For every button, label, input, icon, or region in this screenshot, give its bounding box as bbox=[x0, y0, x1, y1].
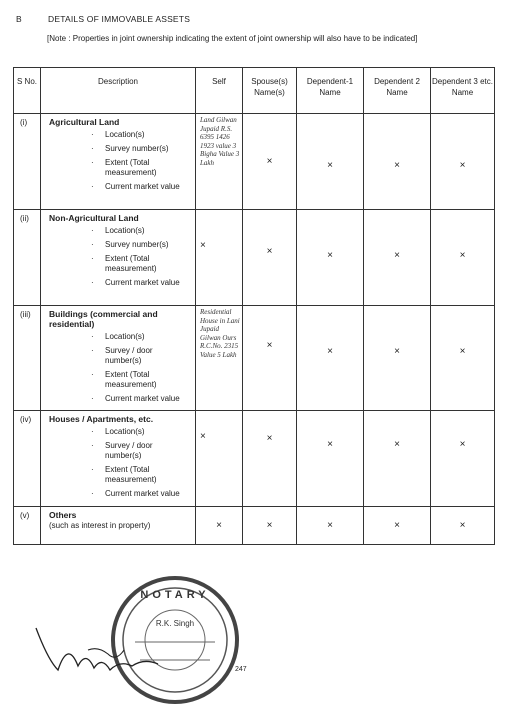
row-description bbox=[41, 507, 196, 545]
row-category: Houses / Apartments, etc. bbox=[49, 414, 154, 424]
section-title: DETAILS OF IMMOVABLE ASSETS bbox=[48, 14, 191, 24]
cross-mark: × bbox=[196, 411, 243, 507]
table-header-row bbox=[14, 68, 495, 114]
list-item: · Current market value bbox=[89, 182, 191, 192]
list-item: · Current market value bbox=[89, 394, 191, 404]
header-self: Self bbox=[196, 68, 243, 114]
cross-mark: × bbox=[364, 114, 431, 210]
row-description bbox=[41, 210, 196, 306]
cross-mark: × bbox=[431, 507, 495, 545]
list-item: · Extent (Total measurement) bbox=[89, 158, 191, 178]
list-item: · Current market value bbox=[89, 278, 191, 288]
list-item: · Survey number(s) bbox=[89, 240, 191, 250]
row-description bbox=[41, 114, 196, 210]
table-row bbox=[14, 507, 495, 545]
cross-mark: × bbox=[243, 306, 297, 411]
cross-mark: × bbox=[364, 411, 431, 507]
cross-mark: × bbox=[243, 114, 297, 210]
list-item: · Survey / door number(s) bbox=[89, 441, 191, 461]
cross-mark: × bbox=[297, 114, 364, 210]
row-description bbox=[41, 411, 196, 507]
row-sno: (iii) bbox=[14, 306, 41, 411]
cross-mark: × bbox=[243, 507, 297, 545]
list-item: · Location(s) bbox=[89, 130, 191, 140]
self-handwritten-entry: Land Gilwan Jupaid R.S. 6395 1426 1923 value 3 Bigha Value 3 Lakh bbox=[196, 114, 243, 210]
cross-mark: × bbox=[196, 507, 243, 545]
cross-mark: × bbox=[297, 507, 364, 545]
row-description bbox=[41, 306, 196, 411]
table-row bbox=[14, 210, 495, 306]
section-note: [Note : Properties in joint ownership indicating the extent of joint ownership will also have to be indicated] bbox=[47, 34, 418, 43]
row-sno: (iv) bbox=[14, 411, 41, 507]
cross-mark: × bbox=[297, 306, 364, 411]
row-category: Others bbox=[49, 510, 77, 520]
list-item: · Location(s) bbox=[89, 332, 191, 342]
list-item: · Extent (Total measurement) bbox=[89, 370, 191, 390]
list-item: · Extent (Total measurement) bbox=[89, 465, 191, 485]
signature bbox=[28, 620, 178, 690]
section-number: B bbox=[16, 14, 22, 24]
list-item: · Survey number(s) bbox=[89, 144, 191, 154]
table-row bbox=[14, 114, 495, 210]
list-item: · Location(s) bbox=[89, 226, 191, 236]
cross-mark: × bbox=[243, 210, 297, 306]
header-dependent-2: Dependent 2 Name bbox=[364, 68, 431, 114]
list-item: · Survey / door number(s) bbox=[89, 346, 191, 366]
list-item: · Current market value bbox=[89, 489, 191, 499]
row-sno: (i) bbox=[14, 114, 41, 210]
cross-mark: × bbox=[431, 306, 495, 411]
page-number: 247 bbox=[235, 666, 247, 673]
immovable-assets-table bbox=[13, 67, 495, 545]
stamp-top-text: NOTARY bbox=[140, 589, 210, 601]
stamp-name: R.K. Singh bbox=[155, 619, 195, 628]
row-category: Buildings (commercial and residential) bbox=[49, 309, 158, 329]
cross-mark: × bbox=[431, 210, 495, 306]
header-dependent-1: Dependent-1 Name bbox=[297, 68, 364, 114]
row-extra: (such as interest in property) bbox=[49, 521, 151, 530]
header-description: Description bbox=[41, 68, 196, 114]
cross-mark: × bbox=[196, 210, 243, 306]
cross-mark: × bbox=[243, 411, 297, 507]
cross-mark: × bbox=[297, 411, 364, 507]
cross-mark: × bbox=[297, 210, 364, 306]
row-category: Non-Agricultural Land bbox=[49, 213, 139, 223]
table-row bbox=[14, 306, 495, 411]
cross-mark: × bbox=[431, 411, 495, 507]
list-item: · Location(s) bbox=[89, 427, 191, 437]
cross-mark: × bbox=[364, 210, 431, 306]
list-item: · Extent (Total measurement) bbox=[89, 254, 191, 274]
row-category: Agricultural Land bbox=[49, 117, 120, 127]
header-dependent-3: Dependent 3 etc. Name bbox=[431, 68, 495, 114]
row-sno: (ii) bbox=[14, 210, 41, 306]
table-row bbox=[14, 411, 495, 507]
self-handwritten-entry: Residential House in Lani Jupaid Gilwan Ours R.C.No. 2315 Value 5 Lakh bbox=[196, 306, 243, 411]
header-sno: S No. bbox=[14, 68, 41, 114]
header-spouse: Spouse(s) Name(s) bbox=[243, 68, 297, 114]
cross-mark: × bbox=[364, 306, 431, 411]
cross-mark: × bbox=[364, 507, 431, 545]
row-sno: (v) bbox=[14, 507, 41, 545]
cross-mark: × bbox=[431, 114, 495, 210]
